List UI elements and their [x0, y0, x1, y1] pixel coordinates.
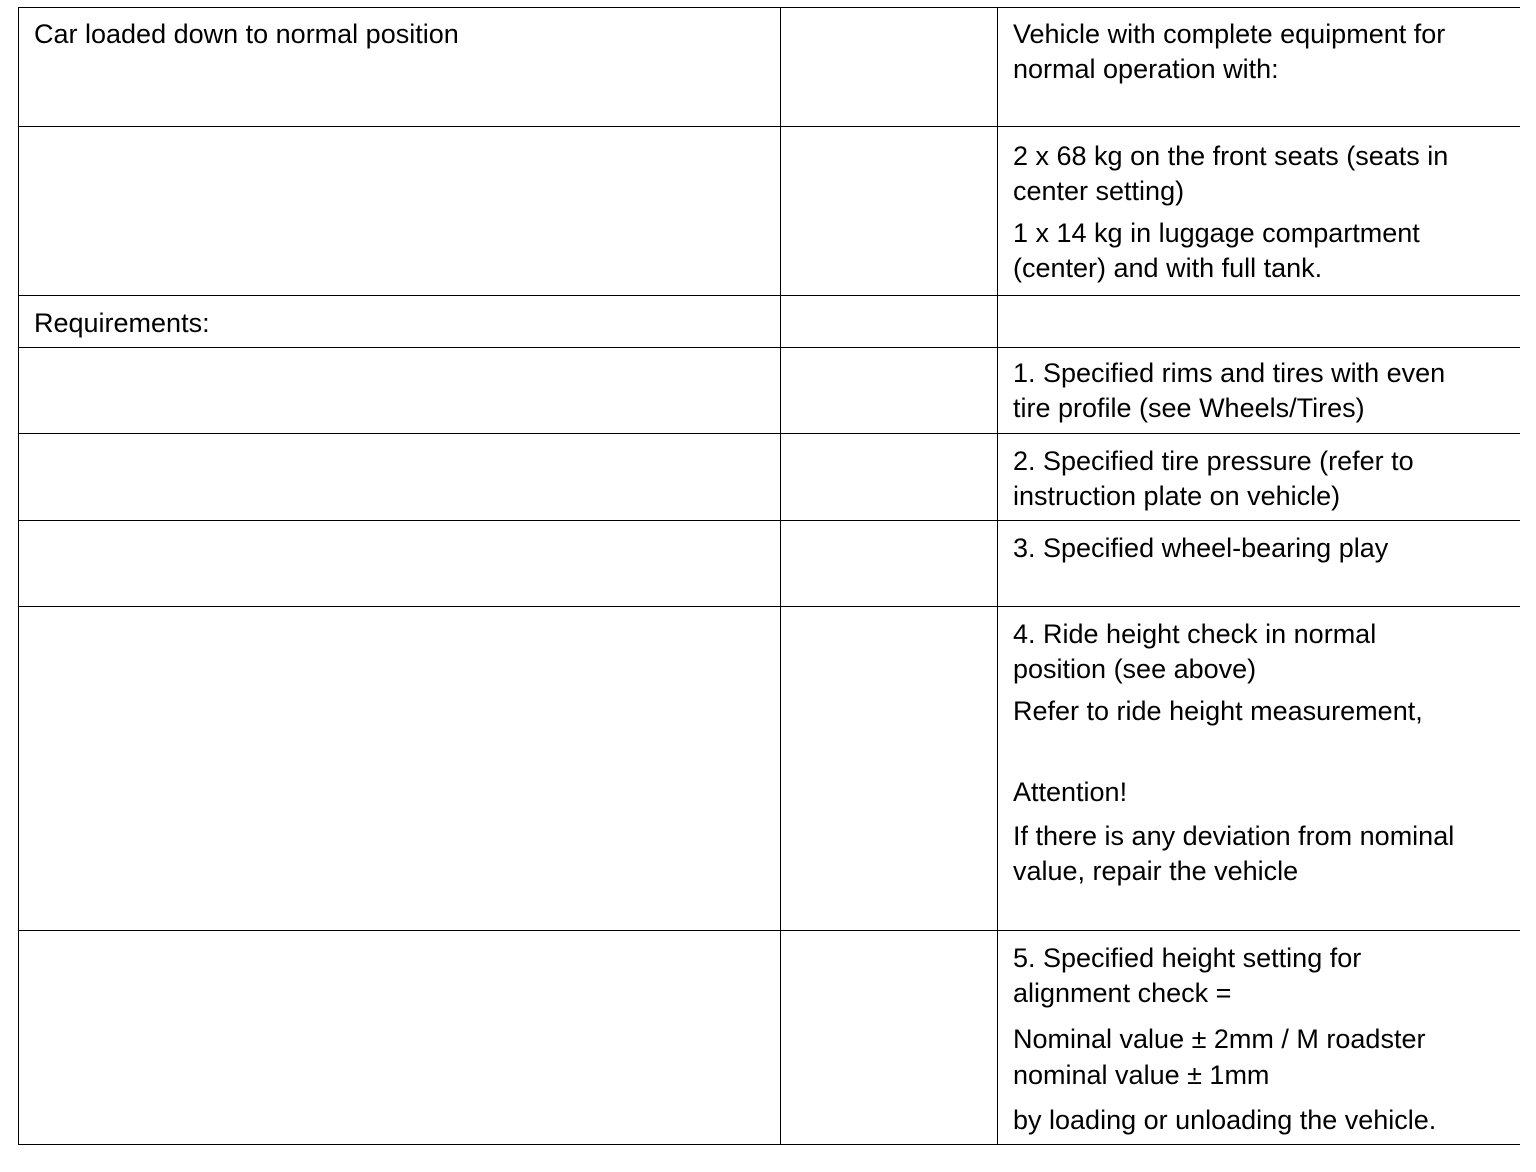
row-2-right-line-3: 1 x 14 kg in luggage compartment: [1013, 218, 1420, 248]
requirement-5-line-2: alignment check =: [1013, 978, 1232, 1008]
row-2-right-line-2: center setting): [1013, 176, 1185, 206]
row-divider: [18, 930, 1520, 931]
requirement-2-line-1: 2. Specified tire pressure (refer to: [1013, 446, 1414, 476]
row-divider: [18, 606, 1520, 607]
requirements-heading: Requirements:: [34, 308, 210, 338]
row-1-right-line-2: normal operation with:: [1013, 54, 1279, 84]
requirement-1-line-2: tire profile (see Wheels/Tires): [1013, 393, 1365, 423]
requirement-3-line-1: 3. Specified wheel-bearing play: [1013, 533, 1389, 563]
requirement-4-line-2: position (see above): [1013, 654, 1257, 684]
column-divider-1: [780, 7, 781, 1145]
table-border-bottom: [18, 1144, 1520, 1145]
requirement-4-line-3: Refer to ride height measurement,: [1013, 696, 1423, 726]
row-divider: [18, 295, 1520, 296]
requirements-table: [18, 7, 1520, 1145]
row-2-right-line-1: 2 x 68 kg on the front seats (seats in: [1013, 141, 1449, 171]
requirement-5-line-3: Nominal value ± 2mm / M roadster: [1013, 1024, 1426, 1054]
requirement-5-line-1: 5. Specified height setting for: [1013, 943, 1362, 973]
requirement-4-line-1: 4. Ride height check in normal: [1013, 619, 1377, 649]
requirement-1-line-1: 1. Specified rims and tires with even: [1013, 358, 1446, 388]
row-1-right-line-1: Vehicle with complete equipment for: [1013, 19, 1446, 49]
table-border-left: [18, 7, 19, 1145]
table-border-top: [18, 7, 1520, 8]
requirement-5-line-4: nominal value ± 1mm: [1013, 1060, 1270, 1090]
attention-label: Attention!: [1013, 777, 1128, 807]
row-divider: [18, 433, 1520, 434]
column-divider-2: [997, 7, 998, 1145]
row-2-right-line-4: (center) and with full tank.: [1013, 253, 1323, 283]
requirement-4-line-5: If there is any deviation from nominal: [1013, 821, 1455, 851]
row-divider: [18, 520, 1520, 521]
row-divider: [18, 126, 1520, 127]
requirement-5-line-5: by loading or unloading the vehicle.: [1013, 1105, 1437, 1135]
row-1-left-label: Car loaded down to normal position: [34, 19, 459, 49]
requirement-4-line-6: value, repair the vehicle: [1013, 856, 1299, 886]
requirement-2-line-2: instruction plate on vehicle): [1013, 481, 1341, 511]
row-divider: [18, 347, 1520, 348]
